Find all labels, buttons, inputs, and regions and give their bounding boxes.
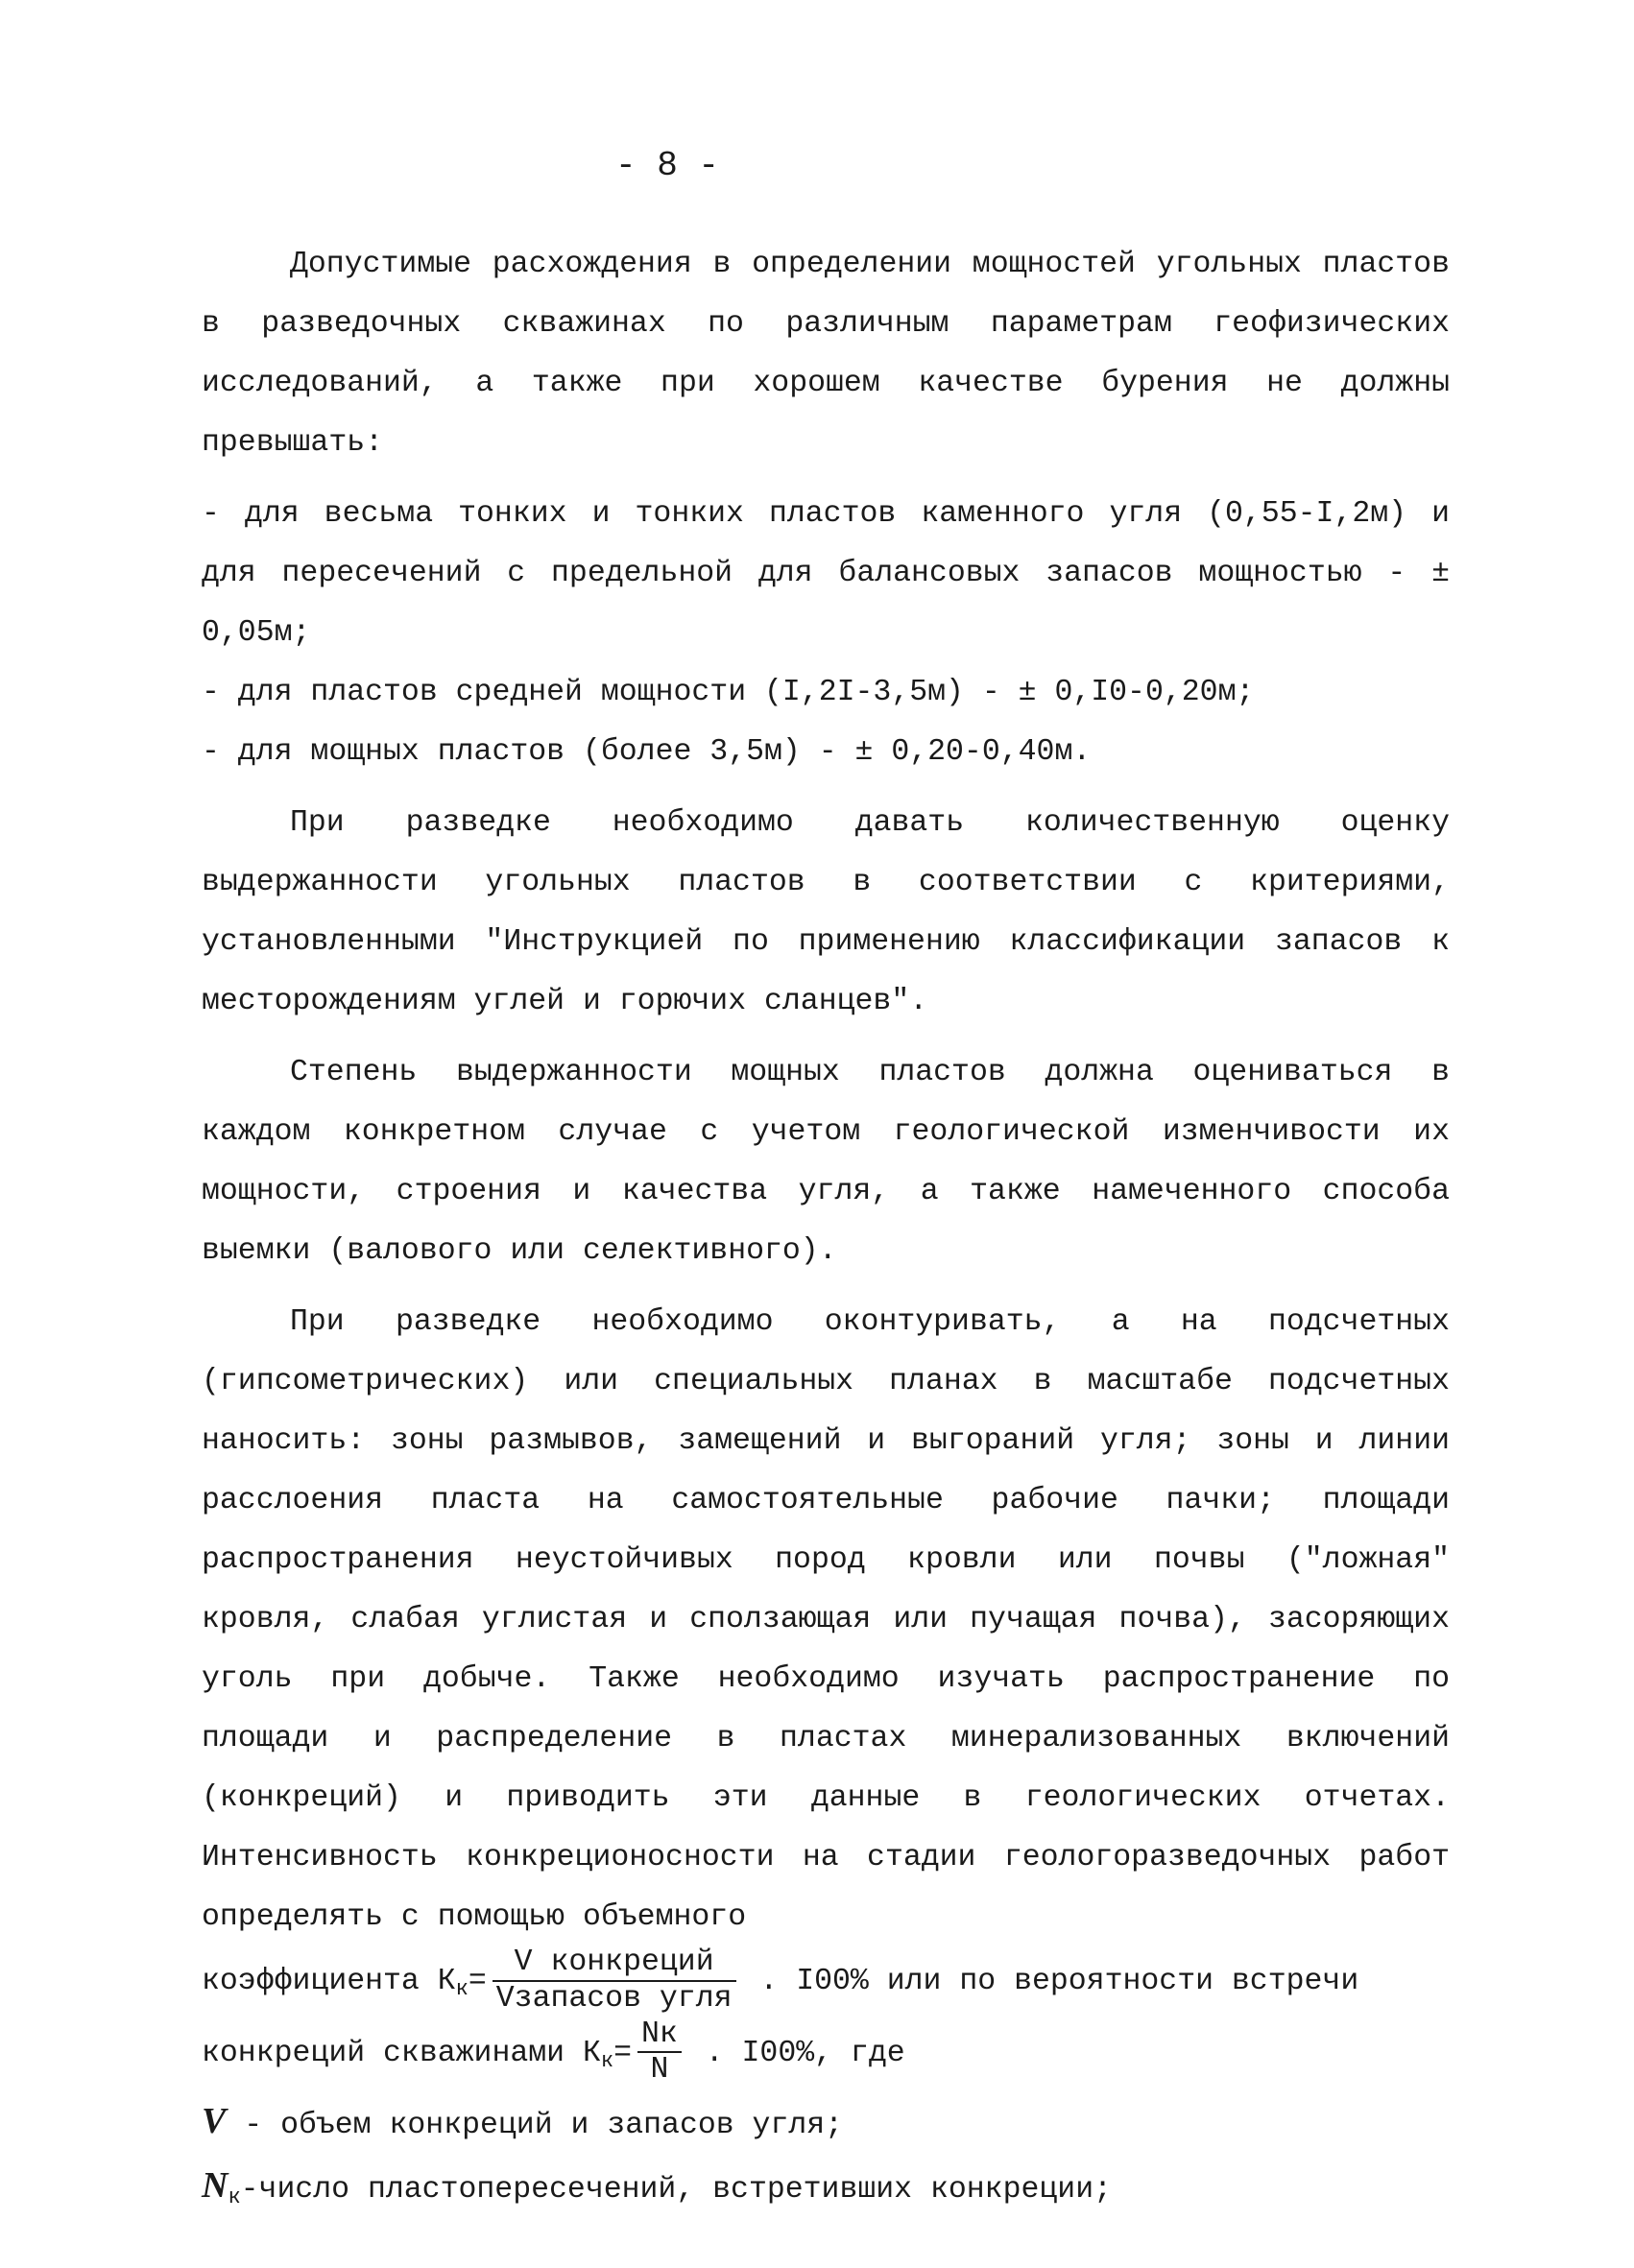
formula1-k-subscript: к: [455, 1976, 469, 2001]
paragraph-contouring: При разведке необходимо оконтуривать, а на подсчетных (гипсометрических) или специальных планах в масштабе подсчетных наносить: зоны размывов, замещений и выгораний угля; зоны и линии расслоения пласта на самостоятельные рабочие пачки; площади распространения неустойчивых пород кровли или почвы ("ложная" кровля, слабая углистая и сползающая или пучащая почва), засоряющих уголь при добыче. Также необходимо изучать распространение по площади и распределение в пластах минерализованных включений (конкреций) и приводить эти данные в геологических отчетах. Интенсивность конкреционосности на стадии геологоразведочных работ определять с помощью объемного: [202, 1305, 1450, 1934]
list-item-thick-seams: - для мощных пластов (более 3,5м) - ± 0,20-0,40м.: [202, 735, 1092, 769]
formula1-fraction: [493, 1947, 736, 2014]
paragraph-consistency-assessment: При разведке необходимо давать количественную оценку выдержанности угольных пластов в соответствии с критериями, установленными "Инструкцией по применению классификации запасов к месторождениям углей и горючих сланцев".: [202, 806, 1450, 1018]
definition-v: [202, 2091, 1450, 2156]
definition-n-subscript: к: [228, 2184, 241, 2209]
page-number: - 8 -: [614, 146, 720, 185]
formula1-equals: =: [468, 1964, 487, 1998]
formula1-suffix: . I00% или по вероятности встречи: [759, 1964, 1359, 1998]
list-item-medium-seams: - для пластов средней мощности (I,2I-3,5м) - ± 0,I0-0,20м;: [202, 676, 1255, 709]
formula2-equals: =: [613, 2036, 632, 2070]
body-text: [202, 235, 1450, 2228]
formula2-denominator: N: [650, 2053, 669, 2088]
paragraph-tolerances: Допустимые расхождения в определении мощностей угольных пластов в разведочных скважинах по различным параметрам геофизических исследований, а также при хорошем качестве бурения не должны превышать:: [202, 248, 1450, 460]
definition-v-symbol: V: [202, 2100, 227, 2141]
formula1-denominator: Vзапасов угля: [495, 1981, 733, 2016]
formula1-k-symbol: К: [437, 1964, 456, 1998]
definition-v-text: - объем конкреций и запасов угля;: [244, 2108, 844, 2142]
formula2-k-subscript: к: [600, 2048, 614, 2073]
definition-nk: [202, 2156, 1450, 2228]
paragraph-thick-seam-consistency: Степень выдержанности мощных пластов должна оцениваться в каждом конкретном случае с учетом геологической изменчивости их мощности, строения и качества угля, а также намеченного способа выемки (валового или селективного).: [202, 1056, 1450, 1268]
formula2-numerator: Nк: [637, 2019, 682, 2054]
formula1-numerator: V конкреций: [493, 1947, 736, 1982]
formula-volume-coefficient: [202, 1947, 1450, 2019]
list-item-thin-seams: - для весьма тонких и тонких пластов каменного угля (0,55-I,2м) и для пересечений с предельной для балансовых запасов мощностью - ± 0,05м;: [202, 497, 1450, 650]
definition-nk-text: -число пластопересечений, встретивших конкреции;: [240, 2172, 1113, 2207]
formula-probability-coefficient: [202, 2019, 1450, 2091]
formula1-prefix: коэффициента: [202, 1964, 420, 1998]
formula2-suffix: . I00%, где: [705, 2036, 905, 2070]
definition-n-symbol: N: [202, 2164, 228, 2206]
formula2-fraction: [637, 2019, 682, 2086]
formula2-prefix: конкреций скважинами: [202, 2036, 565, 2070]
formula2-k-symbol: К: [582, 2036, 601, 2070]
